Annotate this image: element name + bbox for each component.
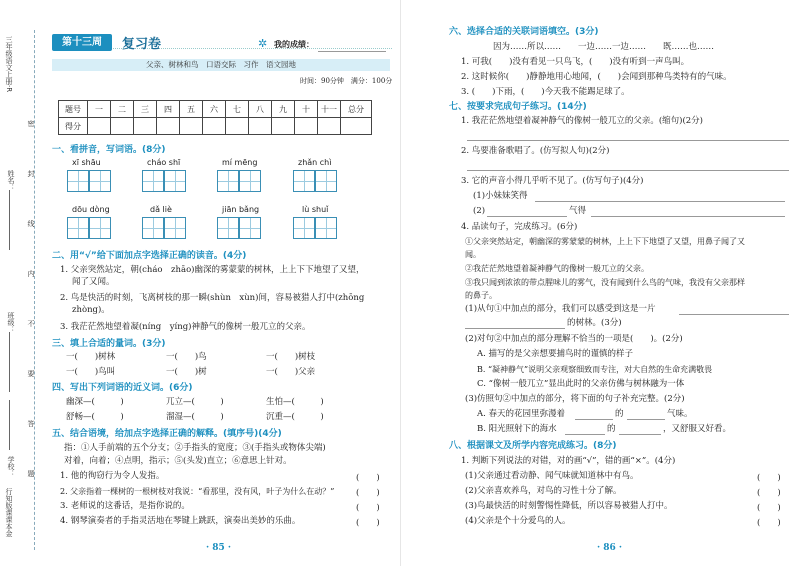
passage-line: ②我茫茫然地望着凝神静气的像树一般兀立的父亲。 (465, 264, 649, 273)
question-text: 1. 我茫茫然地望着凝神静气的像树一般兀立的父亲。(缩句)(2分) (461, 116, 703, 126)
writing-box[interactable] (67, 170, 89, 192)
cell: 九 (272, 101, 295, 118)
writing-box[interactable] (293, 170, 315, 192)
cell: 六 (203, 101, 226, 118)
cell: 八 (249, 101, 272, 118)
synonym-item: 幽深—( ) (66, 397, 124, 407)
writing-box[interactable] (217, 170, 239, 192)
answer-line[interactable] (619, 434, 661, 435)
answer-line[interactable] (575, 419, 613, 420)
page-number: · 85 · (206, 543, 232, 553)
question-text: 4. 品读句子，完成练习。(6分) (461, 222, 578, 232)
passage-line: ①父亲突然站定，朝幽深的雾蒙蒙的树林，上上下下地望了又望，用鼻子闻了又 (465, 237, 745, 246)
cut-char: 不 (27, 320, 35, 327)
answer-paren[interactable]: ( ) (757, 503, 781, 513)
question-text: 闻了又闻。 (72, 277, 115, 287)
cell: 十 (295, 101, 318, 118)
synonym-item: 舒畅—( ) (66, 412, 124, 422)
week-badge: 第十三周 (52, 34, 112, 51)
section-1-title: 一、看拼音，写词语。(8分) (52, 145, 166, 155)
footer-label: 行知版课课本金 (5, 488, 13, 537)
cell: 题号 (59, 101, 88, 118)
answer-line[interactable] (487, 216, 567, 217)
score-label: 我的成绩： (274, 39, 314, 49)
score-cell[interactable] (226, 118, 249, 135)
question-text: 1. 父亲突然站定，朝(cháo zhāo)幽深的雾蒙蒙的树林，上上下下地望了又望， (60, 265, 365, 275)
answer-line[interactable] (627, 419, 665, 420)
fill-sentence: 的 (607, 424, 616, 434)
question-text: 3. 我茫茫然地望着凝(níng yíng)神静气的像树一般兀立的父亲。 (60, 322, 311, 332)
answer-paren[interactable]: ( ) (356, 518, 380, 528)
answer-line[interactable] (467, 140, 789, 141)
answer-paren[interactable]: ( ) (356, 488, 380, 498)
score-line (318, 51, 386, 52)
score-cell[interactable] (318, 118, 341, 135)
question-text: 1. 他的徇窃行为令人发指。 (60, 471, 165, 481)
fill-sentence: 的 (615, 409, 624, 419)
time-info: 时间：90分钟 满分：100分 (300, 77, 393, 85)
pinyin: cháo shī (147, 158, 181, 167)
section-6-title: 六、选择合适的关联词语填空。(3分) (449, 27, 599, 37)
pinyin: mí mēng (222, 158, 258, 167)
pinyin: zhǎn chì (298, 158, 332, 167)
writing-box[interactable] (164, 170, 186, 192)
score-cell[interactable] (249, 118, 272, 135)
section-7-title: 七、按要求完成句子练习。(14分) (449, 102, 587, 112)
cell: 总分 (341, 101, 372, 118)
judge-item: (4)父亲是个十分爱鸟的人。 (465, 516, 571, 526)
pinyin: dǎ liè (150, 205, 172, 214)
sub-question: (2) (473, 206, 486, 216)
school-label: 学校： (7, 456, 15, 477)
pinyin: jiān bǎng (222, 205, 260, 214)
score-cell[interactable] (203, 118, 226, 135)
cut-char: 题 (27, 470, 35, 477)
passage-line: 的鼻子。 (465, 291, 497, 300)
option-b: B. “凝神静气”说明父亲观察细致而专注，对大自然的生命充满敬畏 (477, 365, 713, 374)
cut-line (34, 30, 35, 550)
fill-sentence: B. 阳光照射下的海水 (477, 424, 557, 434)
score-table (58, 100, 372, 135)
cell: 十一 (318, 101, 341, 118)
writing-box[interactable] (315, 217, 337, 239)
answer-paren[interactable]: ( ) (757, 518, 781, 528)
section-8-title: 八、根据课文及所学内容完成练习。(8分) (449, 441, 617, 451)
writing-box[interactable] (217, 217, 239, 239)
topics-band: 父亲、树林和鸟 口语交际 习作 语文园地 (52, 59, 390, 71)
question-text: zhòng)。 (72, 305, 110, 315)
question-text: 4. 钢琴演奏者的手指灵活地在琴键上跳跃，演奏出美妙的乐曲。 (60, 516, 301, 526)
sub-question: (1)从句①中加点的部分，我们可以感受到这是一片 (465, 304, 656, 314)
answer-line[interactable] (467, 170, 789, 171)
measure-item: 一( )树枝 (266, 352, 316, 362)
connector-options: 因为……所以…… 一边……一边…… 既……也…… (493, 42, 715, 52)
pinyin: xī shāu (72, 158, 101, 167)
cut-char: 要 (27, 370, 35, 377)
question-text: 3. 老师说的这番话，是指你说的。 (60, 501, 190, 511)
question-text: 2. 父亲指着一棵树的一根树枝对我说：“看那里，没有风，叶子为什么在动？” (60, 487, 335, 496)
option-c: C. “像树一般兀立”显出此时的父亲仿佛与树林融为一体 (477, 379, 685, 389)
cell: 七 (226, 101, 249, 118)
passage-line: 闻。 (465, 250, 481, 259)
writing-box[interactable] (315, 170, 337, 192)
score-header-row (59, 101, 372, 118)
sub-question: (3)仿照句②中加点的部分，将下面的句子补充完整。(2分) (465, 394, 685, 404)
answer-line[interactable] (565, 434, 605, 435)
score-cell[interactable] (157, 118, 180, 135)
pinyin: dōu dòng (72, 205, 110, 214)
sub-question: 气得 (569, 206, 587, 216)
writing-box[interactable] (293, 217, 315, 239)
cell: 五 (180, 101, 203, 118)
fill-sentence: ，又舒服又好看。 (663, 424, 732, 434)
writing-box[interactable] (89, 170, 111, 192)
option-a: A. 描写的是父亲想要捕鸟时的谨慎的样子 (477, 349, 634, 359)
measure-item: 一( )树林 (66, 352, 116, 362)
measure-item: 一( )鸟叫 (66, 367, 116, 377)
synonym-item: 沉重—( ) (266, 412, 324, 422)
page-number: · 86 · (597, 543, 623, 553)
class-line (9, 332, 10, 392)
series-label: 三年级语文上册·R (5, 36, 13, 93)
score-cell[interactable] (111, 118, 134, 135)
cut-char: 线 (27, 220, 35, 227)
definition-text: 指：①人手前端的五个分支；②手指头的宽度；③(手指头或物体尖端) (64, 443, 326, 453)
judge-item: (3)鸟最快活的时刻警惕性降低，所以容易被猎人打中。 (465, 501, 673, 511)
answer-line[interactable] (465, 328, 565, 329)
writing-box[interactable] (164, 217, 186, 239)
judge-item: (1)父亲通过看动静、闻气味就知道林中有鸟。 (465, 471, 639, 481)
answer-line[interactable] (535, 201, 785, 202)
answer-line[interactable] (679, 314, 789, 315)
right-page (400, 0, 800, 566)
cut-char: 密 (27, 120, 35, 127)
cell: 得分 (59, 118, 88, 135)
fill-sentence: 气味。 (667, 409, 693, 419)
score-cell[interactable] (272, 118, 295, 135)
section-3-title: 三、填上合适的量词。(3分) (52, 339, 166, 349)
measure-item: 一( )父亲 (266, 367, 316, 377)
writing-box[interactable] (89, 217, 111, 239)
cut-char: 内 (27, 270, 35, 277)
pinyin: lù shuǐ (302, 205, 329, 214)
synonym-item: 溜湿—( ) (166, 412, 224, 422)
score-cell[interactable] (88, 118, 111, 135)
question-text: 1. 可我( )没有看见一只鸟飞，( )没有听到一声鸟叫。 (461, 57, 690, 67)
school-line (9, 400, 10, 450)
score-cell[interactable] (134, 118, 157, 135)
measure-item: 一( )树 (166, 367, 207, 377)
sub-question: (1)小妹妹笑得 (473, 191, 528, 201)
binding-strip (0, 0, 40, 566)
score-cell[interactable] (180, 118, 203, 135)
cut-char: 答 (27, 420, 35, 427)
class-label: 班级： (7, 312, 15, 333)
question-text: 2. 鸟要准备歌唱了。(仿写拟人句)(2分) (461, 146, 610, 156)
answer-paren[interactable]: ( ) (356, 473, 380, 483)
answer-line[interactable] (591, 216, 785, 217)
sub-question: (2)对句②中加点的部分理解不恰当的一项是( )。(2分) (465, 334, 683, 344)
section-4-title: 四、写出下列词语的近义词。(6分) (52, 383, 193, 393)
writing-box[interactable] (142, 170, 164, 192)
star-icon: ✲ (258, 37, 268, 50)
name-line (9, 190, 10, 250)
answer-paren[interactable]: ( ) (356, 503, 380, 513)
score-cell[interactable] (295, 118, 318, 135)
section-5-title: 五、结合语境，给加点字选择正确的解释。(填序号)(4分) (52, 429, 282, 439)
writing-box[interactable] (142, 217, 164, 239)
judge-item: (2)父亲喜欢养鸟，对鸟的习性十分了解。 (465, 486, 622, 496)
sub-question: 的树林。(3分) (567, 318, 622, 328)
question-text: 3. 它的声音小得几乎听不见了。(仿写句子)(4分) (461, 176, 644, 186)
question-text: 1. 判断下列说法的对错，对的画“√”，错的画“×”。(4分) (461, 456, 676, 466)
answer-paren[interactable]: ( ) (757, 488, 781, 498)
cut-char: 封 (27, 170, 35, 177)
passage-line: ③我只闻到浓浓的带点腥味儿的雾气，没有闻到什么鸟的气味，我没有父亲那样 (465, 278, 745, 287)
cell: 二 (111, 101, 134, 118)
synonym-item: 兀立—( ) (166, 397, 224, 407)
answer-paren[interactable]: ( ) (757, 473, 781, 483)
score-value-row (59, 118, 372, 135)
measure-item: 一( )鸟 (166, 352, 207, 362)
definition-text: 对着，向着；④点明，指示；⑤(头发)直立；⑥意思上针对。 (64, 456, 292, 466)
cell: 三 (134, 101, 157, 118)
synonym-item: 生怕—( ) (266, 397, 324, 407)
score-cell[interactable] (341, 118, 372, 135)
question-text: 2. 这时候你( )静静地用心地闻，( )会闻到那种鸟类特有的气味。 (461, 72, 732, 82)
writing-box[interactable] (67, 217, 89, 239)
cell: 一 (88, 101, 111, 118)
question-text: 2. 鸟是快活的时刻，飞离树枝的那一瞬(shùn xùn)间，容易被猎人打中(zhōng (60, 293, 365, 303)
section-2-title: 二、用“√”给下面加点字选择正确的读音。(4分) (52, 251, 247, 261)
name-label: 姓名： (7, 170, 15, 191)
fill-sentence: A. 春天的花园里弥漫着 (477, 409, 566, 419)
writing-box[interactable] (239, 217, 261, 239)
cell: 四 (157, 101, 180, 118)
page-title: 复习卷 (122, 37, 162, 52)
writing-box[interactable] (239, 170, 261, 192)
question-text: 3. ( )下雨，( )今天我不能踢足球了。 (461, 87, 630, 97)
